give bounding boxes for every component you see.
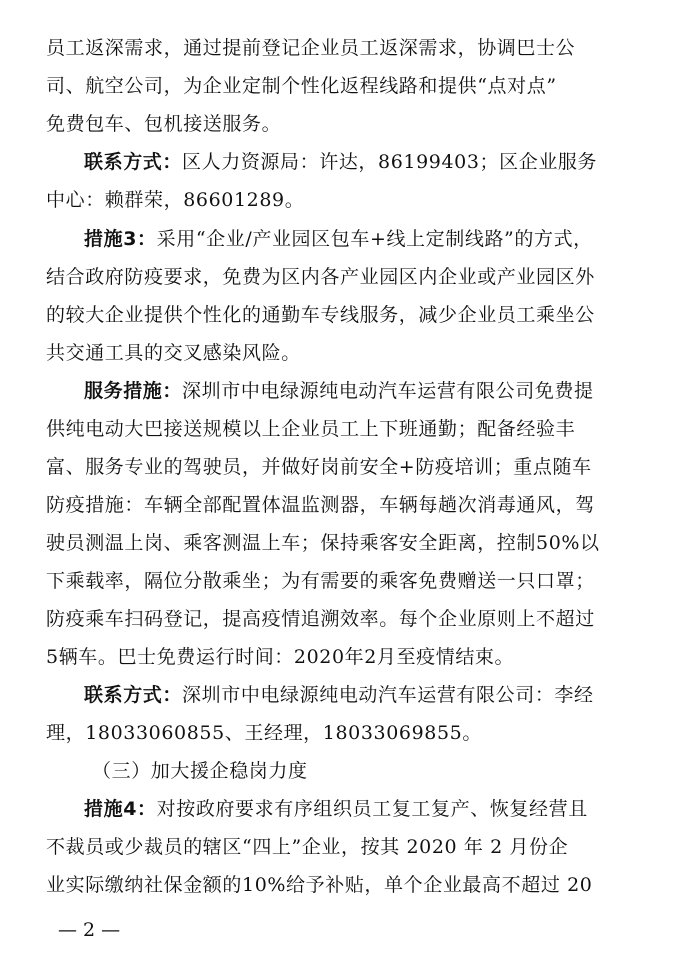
service-label: 服务措施： <box>84 380 183 402</box>
service-line <box>84 379 656 403</box>
measure-line <box>84 227 656 251</box>
contact-label: 联系方式： <box>84 151 183 173</box>
measure-text: 对按政府要求有序组织员工复工复产、恢复经营且 <box>156 798 588 820</box>
contact-line <box>84 150 656 174</box>
paragraph-line: 结合政府防疫要求，免费为区内各产业园区内企业或产业园区外 <box>46 266 595 288</box>
contact-line: 中心：赖群荣，86601289。 <box>46 189 305 211</box>
paragraph-line: 业实际缴纳社保金额的10%给予补贴，单个企业最高不超过 20 <box>46 874 593 896</box>
contact-line: 理，18033060855、王经理，18033069855。 <box>46 722 482 744</box>
contact-text: 区人力资源局：许达，86199403；区企业服务 <box>182 151 598 173</box>
paragraph-line: 共交通工具的交叉感染风险。 <box>46 342 301 364</box>
paragraph-line: 供纯电动大巴接送规模以上企业员工上下班通勤；配备经验丰 <box>46 418 576 440</box>
measure-text: 采用“企业/产业园区包车+线上定制线路”的方式， <box>156 228 593 250</box>
measure-label: 措施3： <box>84 228 157 250</box>
service-text: 深圳市中电绿源纯电动汽车运营有限公司免费提 <box>182 380 594 402</box>
paragraph-line: 下乘载率，隔位分散乘坐；为有需要的乘客免费赠送一只口罩； <box>46 570 595 592</box>
section-heading: （三）加大援企稳岗力度 <box>92 760 308 782</box>
paragraph-line: 不裁员或少裁员的辖区“四上”企业，按其 2020 年 2 月份企 <box>46 836 569 858</box>
contact-text: 深圳市中电绿源纯电动汽车运营有限公司：李经 <box>182 684 594 706</box>
contact-label: 联系方式： <box>84 684 183 706</box>
paragraph-line: 司、航空公司，为企业定制个性化返程线路和提供“点对点” <box>46 75 557 97</box>
paragraph-line: 防疫措施：车辆全部配置体温监测器，车辆每趟次消毒通风，驾 <box>46 494 595 516</box>
page-number: — 2 — <box>58 919 121 941</box>
paragraph-line: 驶员测温上岗、乘客测温上车；保持乘客安全距离，控制50%以 <box>46 532 600 554</box>
paragraph-line: 富、服务专业的驾驶员，并做好岗前安全+防疫培训；重点随车 <box>46 456 592 478</box>
contact-line <box>84 683 656 707</box>
measure-line <box>84 797 656 821</box>
paragraph-line: 员工返深需求，通过提前登记企业员工返深需求，协调巴士公 <box>46 37 576 59</box>
paragraph-line: 免费包车、包机接送服务。 <box>46 113 282 135</box>
paragraph-line: 5辆车。巴士免费运行时间：2020年2月至疫情结束。 <box>46 646 515 668</box>
paragraph-line: 的较大企业提供个性化的通勤车专线服务，减少企业员工乘坐公 <box>46 304 595 326</box>
paragraph-line: 防疫乘车扫码登记，提高疫情追溯效率。每个企业原则上不超过 <box>46 608 595 630</box>
measure-label: 措施4： <box>84 798 157 820</box>
